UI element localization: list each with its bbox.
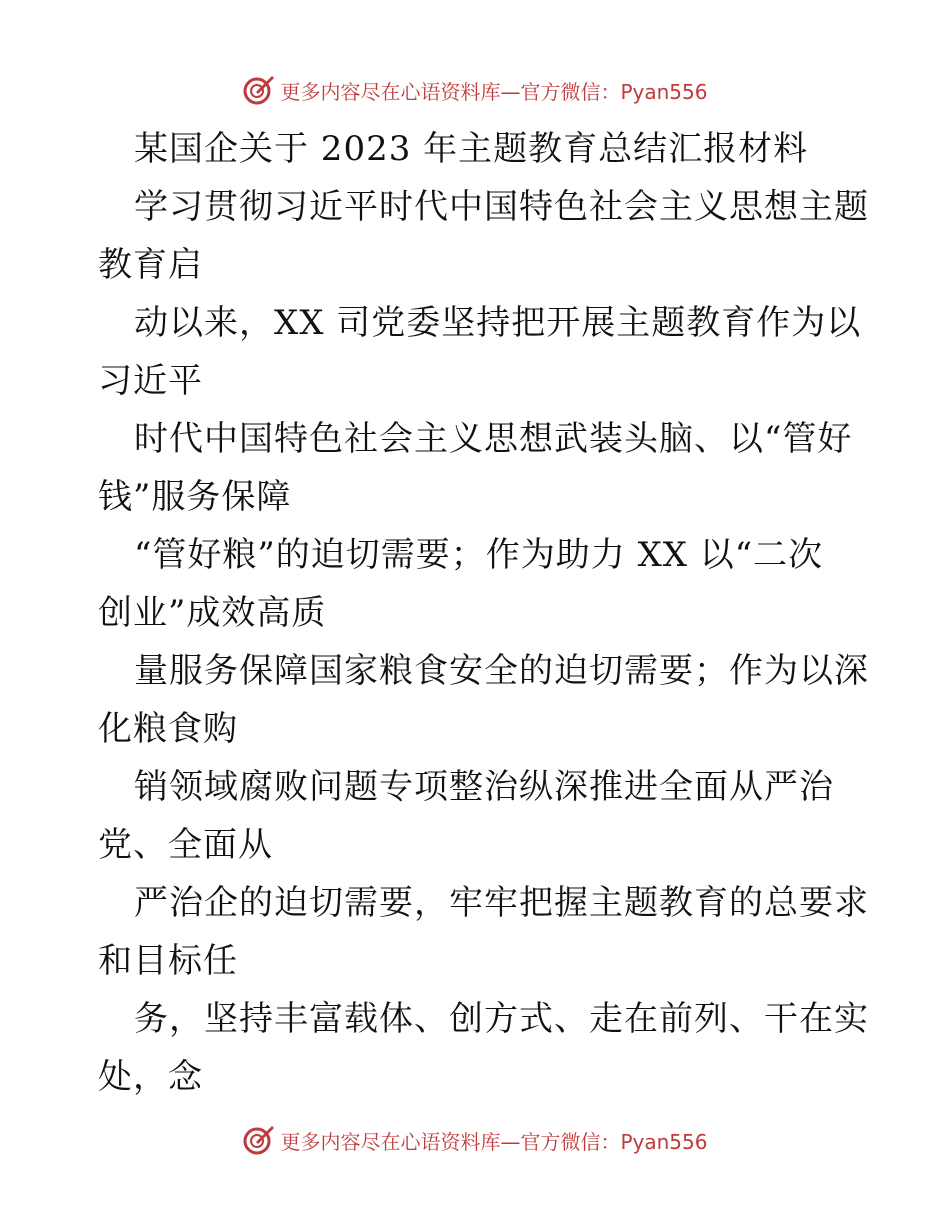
document-title: 某国企关于 2023 年主题教育总结汇报材料 — [134, 129, 809, 169]
paragraph-line: 务，坚持丰富载体、创方式、走在前列、干在实 — [134, 999, 869, 1039]
paragraph-line: 严治企的迫切需要，牢牢把握主题教育的总要求 — [134, 883, 869, 923]
paragraph-line: 动以来，XX 司党委坚持把开展主题教育作为以 — [134, 303, 862, 343]
paragraph-line: 习近平 — [98, 361, 203, 401]
watermark-text: 更多内容尽在心语资料库—官方微信：Pyan556 — [280, 1129, 708, 1154]
paragraph-line: 创业”成效高质 — [98, 593, 327, 633]
paragraph-line: 和目标任 — [98, 941, 238, 981]
watermark-text: 更多内容尽在心语资料库—官方微信：Pyan556 — [280, 79, 708, 104]
paragraph-line: 销领域腐败问题专项整治纵深推进全面从严治 — [134, 767, 834, 807]
pen-seal-logo-icon — [242, 1123, 276, 1157]
paragraph-line: 时代中国特色社会主义思想武装头脑、以“管好 — [134, 419, 853, 459]
paragraph-line: 教育启 — [98, 245, 203, 285]
paragraph-line: 钱”服务保障 — [98, 477, 292, 517]
paragraph-line: 学习贯彻习近平时代中国特色社会主义思想主题 — [134, 187, 869, 227]
paragraph-line: “管好粮”的迫切需要；作为助力 XX 以“二次 — [134, 535, 824, 575]
paragraph-line: 党、全面从 — [98, 825, 273, 865]
document-body — [98, 120, 869, 1106]
paragraph-line: 量服务保障国家粮食安全的迫切需要；作为以深 — [134, 651, 869, 691]
pen-seal-logo-icon — [242, 73, 276, 107]
footer-watermark — [0, 1120, 950, 1160]
paragraph-line: 处，念 — [98, 1057, 203, 1097]
paragraph-line: 化粮食购 — [98, 709, 238, 749]
header-watermark — [0, 70, 950, 110]
